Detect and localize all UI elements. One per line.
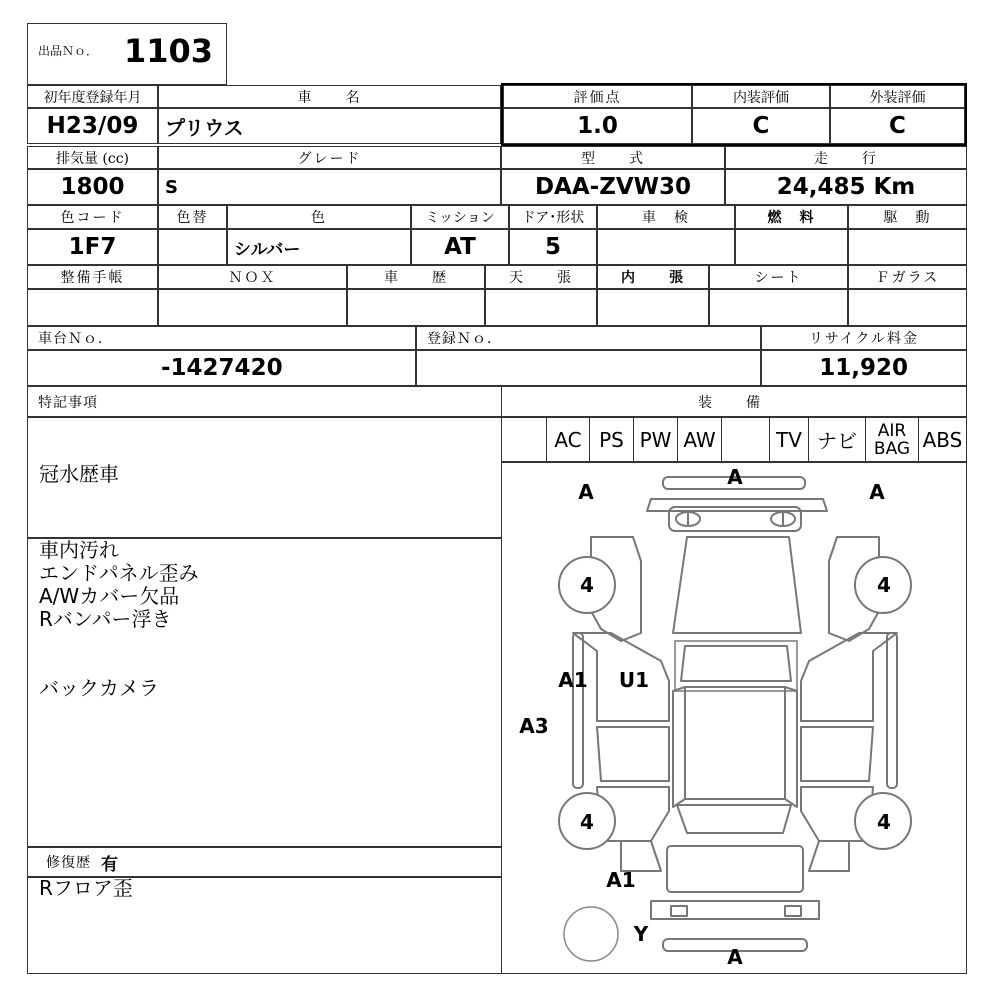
seat-value <box>709 289 848 326</box>
interior-label: 内装評価 <box>692 85 830 108</box>
recycle-value: 11,920 <box>761 350 967 386</box>
interior-trim-value <box>597 289 709 326</box>
damage-mark-rear-bumper: A <box>727 945 743 969</box>
exterior-value: C <box>830 108 965 144</box>
mission-value: AT <box>411 229 509 265</box>
fuel-value <box>735 229 848 265</box>
remarks-label: 特記事項 <box>27 386 502 417</box>
color-change-value <box>158 229 227 265</box>
equipment-row <box>501 417 967 462</box>
damage-mark-left-roof: U1 <box>618 668 650 692</box>
damage-mark-front-left-corner: A <box>578 480 594 504</box>
history-value <box>347 289 485 326</box>
damage-mark-spare-tire: Y <box>633 922 649 946</box>
color-label: 色 <box>227 205 411 229</box>
damage-mark-left-rocker: A3 <box>519 714 549 738</box>
inspection-value <box>597 229 735 265</box>
first-reg-label: 初年度登録年月 <box>27 85 158 108</box>
repair-notes-box <box>27 877 502 974</box>
grade-label: グレード <box>158 146 501 169</box>
damage-mark-left-front-door: A1 <box>558 668 588 692</box>
lot-number-box <box>27 23 227 85</box>
equipment-item-navi: ナビ <box>809 418 866 461</box>
interior-trim-label: 内 張 <box>597 265 709 289</box>
nox-value <box>158 289 347 326</box>
mileage-label: 走 行 <box>725 146 967 169</box>
mileage-value: 24,485 Km <box>725 169 967 205</box>
equipment-item-pw: PW <box>634 418 678 461</box>
color-code-label: 色コード <box>27 205 158 229</box>
recycle-label: リサイクル料金 <box>761 326 967 350</box>
maintenance-value <box>27 289 158 326</box>
mission-label: ミッション <box>411 205 509 229</box>
equipment-item-ps: PS <box>590 418 634 461</box>
maintenance-label: 整備手帳 <box>27 265 158 289</box>
remark-line: エンドパネル歪み <box>39 561 199 585</box>
model-label: 型 式 <box>501 146 725 169</box>
reg-no-value <box>416 350 761 386</box>
damage-mark-tire-rear-right: 4 <box>877 810 891 834</box>
repair-note-text: Rフロア歪 <box>39 876 133 900</box>
nox-label: ＮＯＸ <box>158 265 347 289</box>
displacement-label: 排気量 (cc) <box>27 146 158 169</box>
lot-number-label: 出品Ｎｏ． <box>38 44 99 58</box>
seat-label: シート <box>709 265 848 289</box>
damage-mark-front-bumper: A <box>727 465 743 489</box>
remark-line: Rバンパー浮き <box>39 607 172 631</box>
damage-mark-tire-rear-left: 4 <box>580 810 594 834</box>
repair-label: 修復歴 <box>46 855 91 871</box>
equipment-item-tv: TV <box>770 418 809 461</box>
remark-line: バックカメラ <box>39 676 159 700</box>
equipment-item-abs: ABS <box>922 427 963 452</box>
chassis-no-value: -1427420 <box>27 350 416 386</box>
score-label: 評価点 <box>503 85 692 108</box>
color-code-value: 1F7 <box>27 229 158 265</box>
car-diagram-panel <box>501 462 967 974</box>
first-reg-value: H23/09 <box>27 108 158 144</box>
remark-line: A/Wカバー欠品 <box>39 584 180 608</box>
ceiling-value <box>485 289 597 326</box>
f-glass-value <box>848 289 967 326</box>
drive-value <box>848 229 967 265</box>
remarks-top-box <box>27 417 502 538</box>
damage-mark-front-right-corner: A <box>869 480 885 504</box>
car-diagram <box>502 463 966 973</box>
fuel-label: 燃 料 <box>735 205 848 229</box>
equipment-item-blank2 <box>722 418 770 461</box>
car-name-value: プリウス <box>158 108 501 144</box>
color-change-label: 色替 <box>158 205 227 229</box>
lot-number-value: 1103 <box>124 32 214 70</box>
grade-value: S <box>158 169 501 205</box>
equipment-label: 装 備 <box>501 386 967 417</box>
remarks-top-text: 冠水歴車 <box>39 462 119 486</box>
displacement-value: 1800 <box>27 169 158 205</box>
remark-line <box>39 654 199 677</box>
door-shape-value: 5 <box>509 229 597 265</box>
inspection-label: 車 検 <box>597 205 735 229</box>
equipment-item-aw: AW <box>678 418 722 461</box>
drive-label: 駆 動 <box>848 205 967 229</box>
damage-mark-left-rear-quarter: A1 <box>606 868 636 892</box>
history-label: 車 歴 <box>347 265 485 289</box>
remarks-mid-box <box>27 538 502 847</box>
model-value: DAA-ZVW30 <box>501 169 725 205</box>
repair-row <box>27 847 502 877</box>
exterior-label: 外装評価 <box>830 85 965 108</box>
damage-mark-tire-front-left: 4 <box>580 573 594 597</box>
color-value: シルバー <box>227 229 411 265</box>
equipment-item-blank <box>502 418 547 461</box>
equipment-item-airbag: AIR BAG <box>866 418 919 461</box>
remark-line <box>39 631 199 654</box>
remark-line: 車内汚れ <box>39 538 119 562</box>
interior-value: C <box>692 108 830 144</box>
reg-no-label: 登録Ｎｏ． <box>416 326 761 350</box>
remarks-mid-list <box>39 539 199 700</box>
repair-value: 有 <box>101 854 118 875</box>
chassis-no-label: 車台Ｎｏ． <box>27 326 416 350</box>
door-shape-label: ドア･形状 <box>509 205 597 229</box>
score-value: 1.0 <box>503 108 692 144</box>
f-glass-label: Ｆガラス <box>848 265 967 289</box>
damage-mark-tire-front-right: 4 <box>877 573 891 597</box>
equipment-item-ac: AC <box>547 418 590 461</box>
car-name-label: 車 名 <box>158 85 501 108</box>
ceiling-label: 天 張 <box>485 265 597 289</box>
